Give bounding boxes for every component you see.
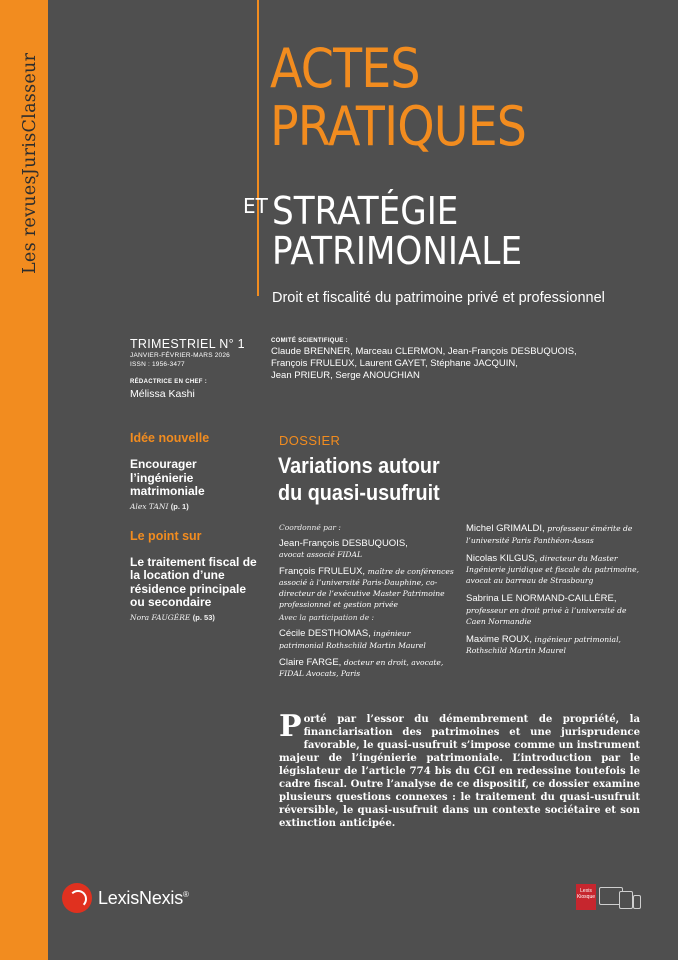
- committee-line1: Claude BRENNER, Marceau CLERMON, Jean-François DESBUQUOIS,: [271, 346, 577, 357]
- contributor: [466, 634, 641, 657]
- scientific-committee: [271, 338, 601, 382]
- dropcap: P: [279, 709, 302, 744]
- contributor-name: Jean-François DESBUQUOIS,: [279, 538, 408, 549]
- author-name: Alex TANI: [130, 501, 171, 511]
- title-main: [270, 37, 527, 158]
- title-et: ET: [243, 194, 268, 218]
- spine-title: [6, 0, 54, 274]
- contributor-name: Nicolas KILGUS,: [466, 552, 538, 564]
- issue-info: [130, 337, 260, 400]
- publisher-logo: [62, 883, 189, 913]
- title-line1: ACTES: [270, 37, 420, 100]
- subtitle: Droit et fiscalité du patrimoine privé et professionnel: [272, 290, 605, 306]
- contributor-name: Maxime ROUX,: [466, 633, 532, 645]
- contributor-role: avocat associé FIDAL: [279, 549, 363, 559]
- coordinated-label: Coordonné par :: [279, 523, 341, 532]
- spine-text-part2: JurisClasseur: [20, 52, 40, 176]
- contributor-role: directeur du Master Ingénierie juridique et fiscale du patrimoine, avocat au barreau de Strasbourg: [466, 553, 639, 585]
- contributors-left-column: [279, 523, 457, 679]
- tablet-icon: [619, 891, 633, 909]
- contributor: [466, 553, 641, 587]
- page-ref: (p. 53): [192, 612, 215, 622]
- contributor-role: docteur en droit, avocate, FIDAL Avocats, Paris: [279, 657, 444, 678]
- contributor-role: ingénieur patrimonial Rothschild Martin Maurel: [279, 629, 426, 650]
- contributor: [279, 566, 457, 611]
- title-line2: PRATIQUES: [270, 95, 527, 158]
- section-author: [130, 502, 258, 511]
- vertical-rule: [257, 0, 259, 296]
- spine-band: [0, 0, 48, 960]
- contributor-role: professeur en droit privé à l’université de Caen Normandie: [466, 605, 627, 626]
- author-name: Nora FAUGÈRE: [130, 612, 193, 622]
- badge-line2: Kiosque: [576, 894, 596, 900]
- issue-period: JANVIER-FÉVRIER-MARS 2026: [130, 352, 230, 359]
- contributor-name: Claire FARGE,: [279, 656, 342, 668]
- committee-names: [271, 346, 601, 382]
- contributor: [279, 538, 457, 560]
- badge-line1: Lexis: [580, 888, 592, 894]
- contributor: [466, 593, 641, 627]
- issue-issn: ISSN : 1956-3477: [130, 361, 185, 368]
- contributor-name: Michel GRIMALDI,: [466, 523, 545, 534]
- section-idee-nouvelle: [130, 431, 258, 511]
- dossier-title-line2: du quasi-usufruit: [278, 480, 440, 505]
- contributor-role: maître de conférences associé à l’université Paris-Dauphine, co-directeur de l’exécutive Master Patrimoine professionnel et gestion privée: [279, 566, 454, 609]
- issue-number: TRIMESTRIEL N° 1: [130, 337, 245, 351]
- title-secondary: [272, 191, 522, 271]
- contributor: [279, 628, 457, 651]
- contributor: [466, 523, 641, 546]
- dossier-title: [278, 452, 575, 506]
- section-heading: Idée nouvelle: [130, 431, 210, 445]
- page-ref: (p. 1): [170, 501, 189, 511]
- section-le-point-sur: [130, 529, 258, 622]
- registered-mark: ®: [183, 889, 189, 899]
- section-author: [130, 613, 258, 622]
- dossier-title-line1: Variations autour: [278, 453, 440, 478]
- chief-editor-label: RÉDACTRICE EN CHEF :: [130, 379, 208, 385]
- section-heading: Le point sur: [130, 528, 202, 543]
- committee-label: COMITÉ SCIENTIFIQUE :: [271, 338, 348, 344]
- devices-icon: [599, 885, 643, 911]
- phone-icon: [633, 895, 641, 909]
- title-line4: PATRIMONIALE: [272, 229, 523, 273]
- contributor-role: professeur émérite de l’université Paris Panthéon-Assas: [466, 524, 633, 545]
- committee-line3: Jean PRIEUR, Serge ANOUCHIAN: [271, 370, 420, 381]
- section-article-title: Le traitement fiscal de la location d’une résidence principale ou secondaire: [130, 554, 257, 609]
- participation-label: Avec la participation de :: [279, 613, 375, 622]
- contributor-role: ingénieur patrimonial, Rothschild Martin Maurel: [466, 634, 621, 655]
- contributor: [279, 657, 457, 680]
- title-line3: STRATÉGIE: [272, 189, 459, 233]
- publisher-name: [98, 888, 189, 909]
- committee-line2: François FRULEUX, Laurent GAYET, Stéphane JACQUIN,: [271, 358, 518, 369]
- contributors-right-column: [466, 523, 641, 656]
- contributor-name: François FRULEUX,: [279, 565, 366, 577]
- chief-editor-name: Mélissa Kashi: [130, 388, 195, 400]
- dossier-label: DOSSIER: [279, 433, 341, 448]
- spine-text-part1: Les revues: [20, 175, 40, 274]
- contents-sidebar: [130, 431, 258, 622]
- section-article-title: Encourager l’ingénierie matrimoniale: [130, 457, 205, 498]
- abstract-text: orté par l’essor du démembrement de propriété, la financiarisation des patrimoines et une jurisprudence favorable, le quasi-usufruit s’impose comme un instrument majeur de l’ingénierie patrimoniale. L’introduction par le législateur de l’article 774 bis du CGI en redessine toutefois le cadre fiscal. Outre l’analyse de ce dispositif, ce dossier examine plusieurs questions connexes : le traitement du quasi-usufruit réversible, le quasi-usufruit dans un contexte sociétaire et son extinction anticipée.: [279, 714, 640, 829]
- lexisnexis-logo-icon: [62, 883, 92, 913]
- dossier-abstract: [279, 709, 640, 830]
- publisher-name-text: LexisNexis: [98, 887, 184, 908]
- contributor-name: Sabrina LE NORMAND-CAILLÈRE,: [466, 593, 617, 604]
- contributor-name: Cécile DESTHOMAS,: [279, 628, 371, 639]
- lexis-kiosque-badge: [576, 884, 596, 910]
